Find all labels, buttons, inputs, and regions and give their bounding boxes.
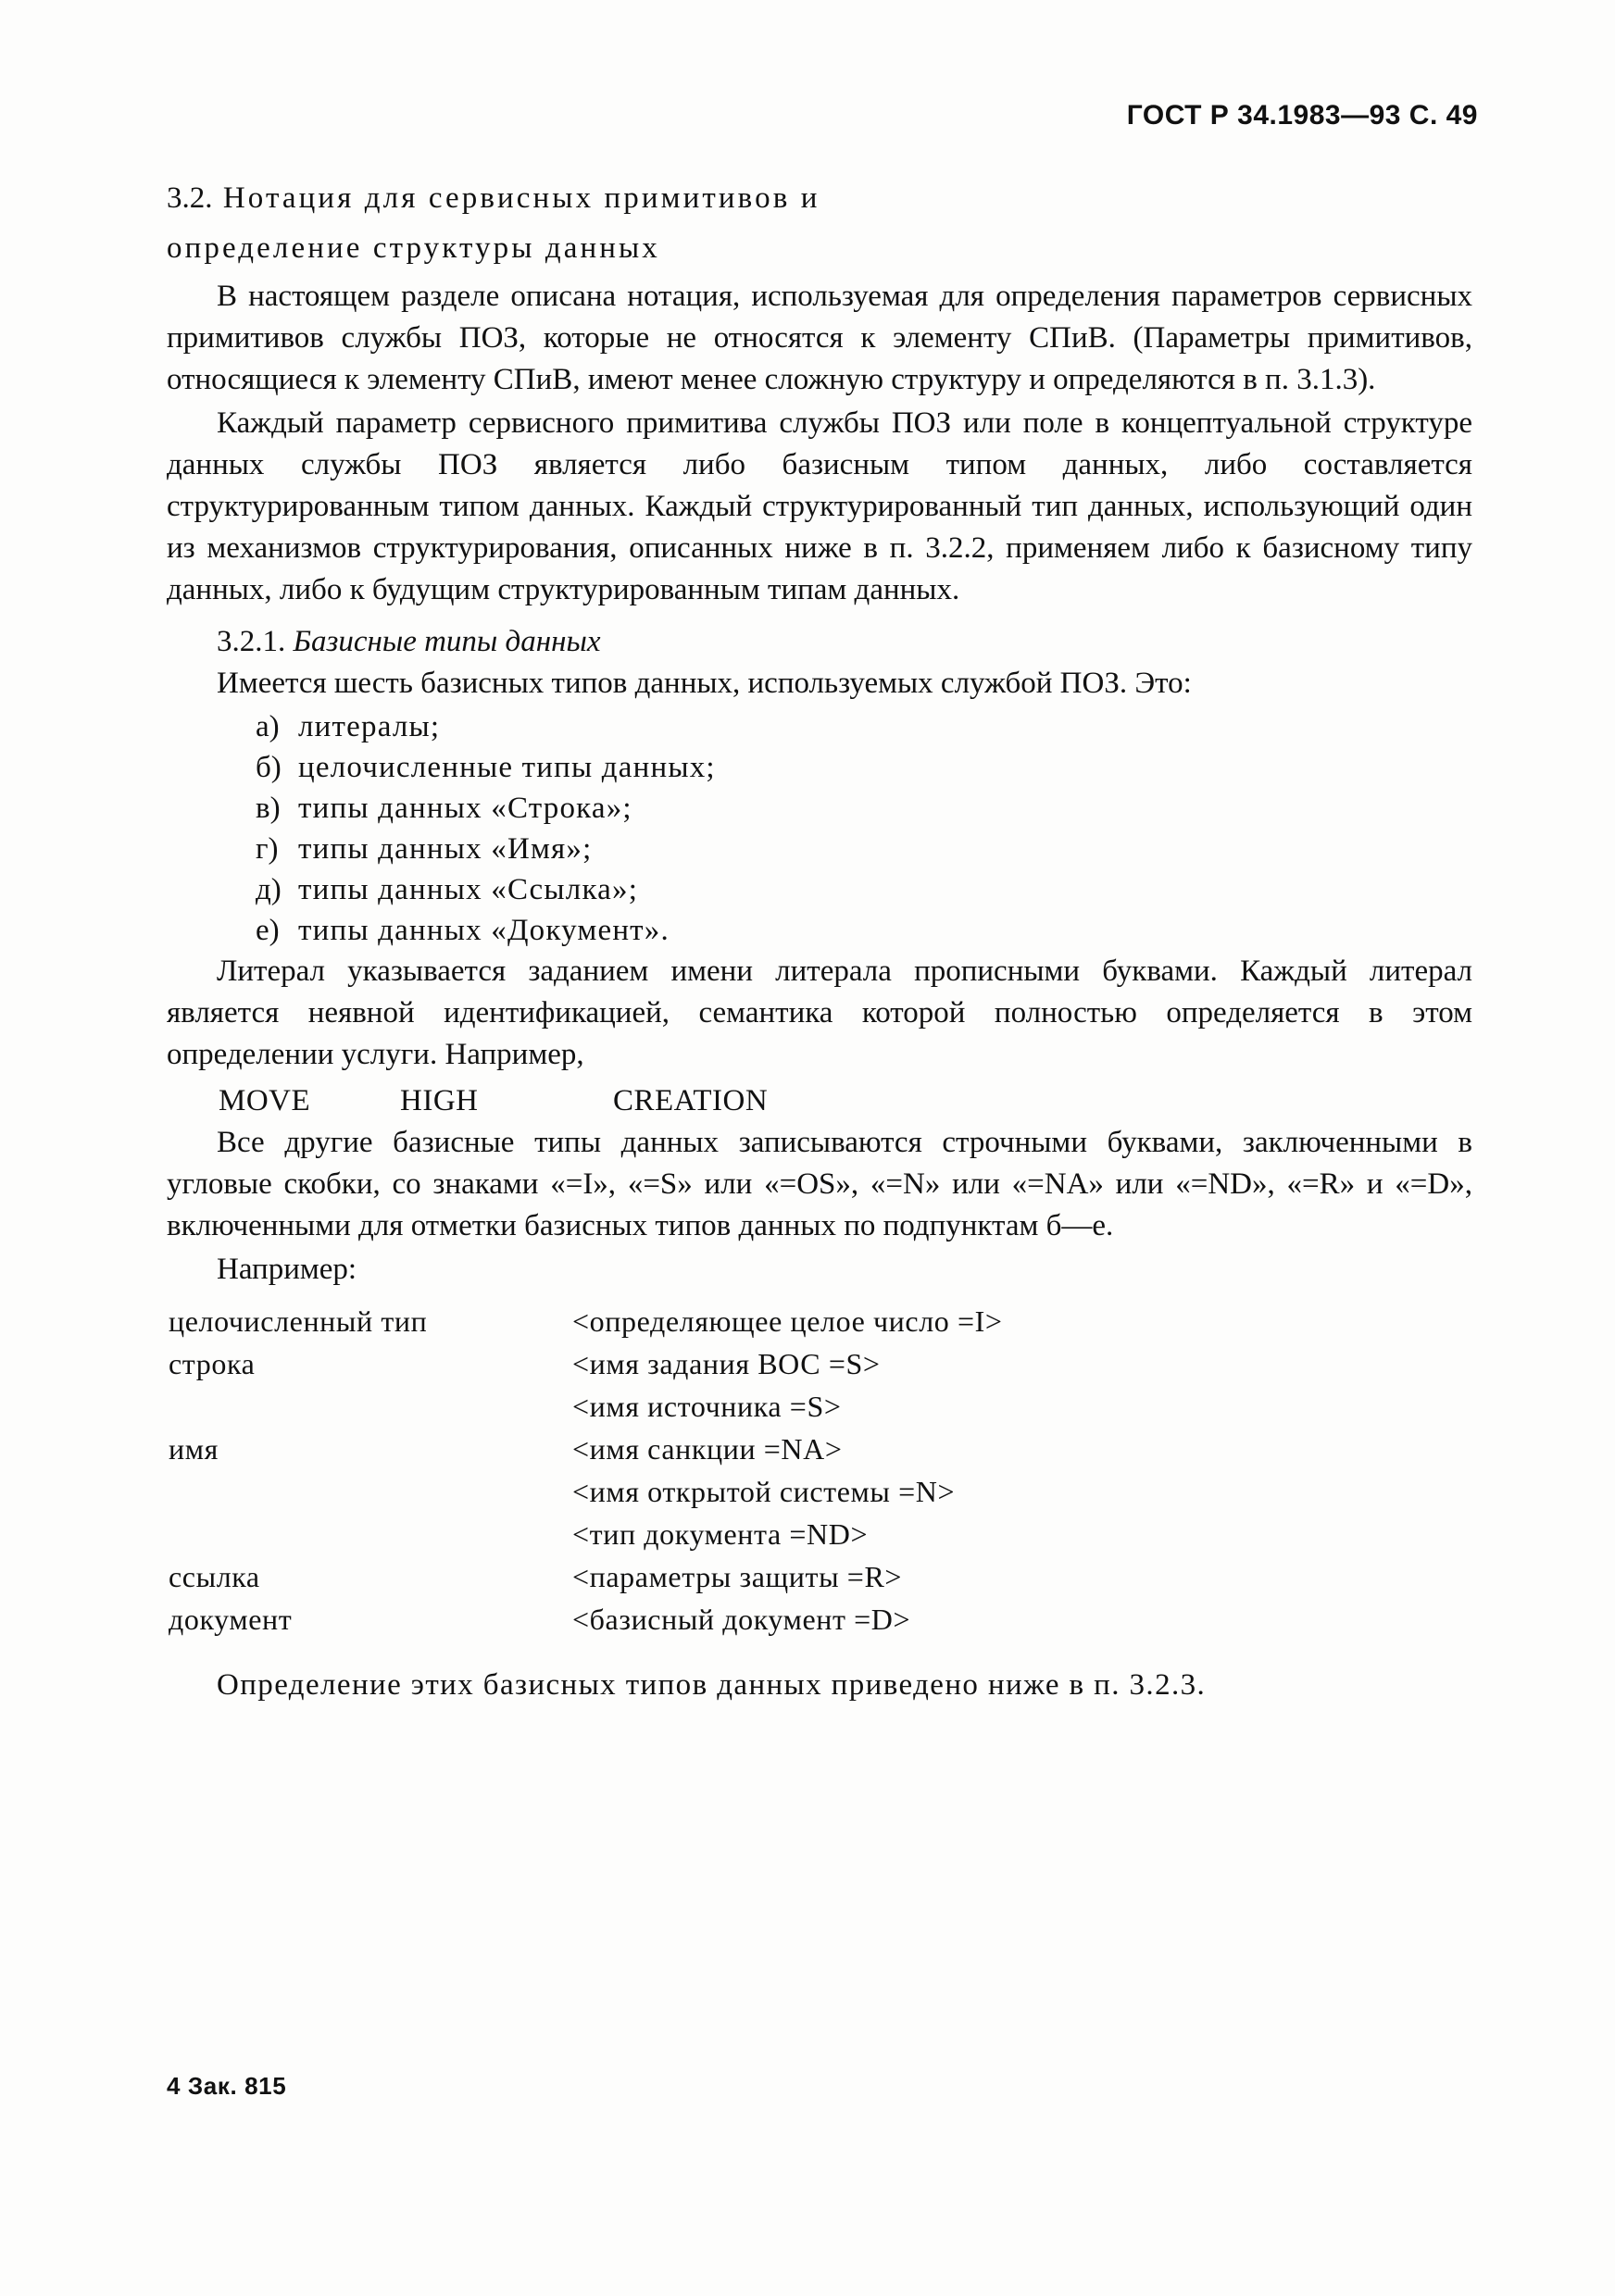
page-footer-signature: 4 Зак. 815 <box>167 2072 287 2100</box>
page-header-standard-ref: ГОСТ Р 34.1983—93 С. 49 <box>1126 100 1478 131</box>
subsection-heading <box>167 620 1472 663</box>
subsection-title: Базисные типы данных <box>293 625 601 658</box>
list-item-label: типы данных «Имя»; <box>298 832 593 866</box>
document-body <box>167 176 1472 1708</box>
literal-example-high: HIGH <box>400 1084 479 1117</box>
literal-example-creation: CREATION <box>613 1084 769 1117</box>
list-item <box>167 910 1472 951</box>
table-row <box>167 1513 1472 1555</box>
example-type-name: целочисленный тип <box>169 1304 428 1338</box>
section-paragraph-1: В настоящем разделе описана нотация, используемая для определения параметров сервисных примитивов службы ПОЗ, которые не относятся к элементу СПиВ. (Параметры примитивов, относящиеся к элементу СПиВ, имеют менее сложную структуру и определяются в п. 3.1.3). <box>167 280 1472 396</box>
table-row <box>167 1342 1472 1385</box>
list-item-label: типы данных «Строка»; <box>298 792 632 825</box>
list-item <box>167 788 1472 829</box>
example-notation: <имя санкции =NA> <box>572 1432 843 1466</box>
example-notation: <имя источника =S> <box>572 1390 842 1423</box>
subsection-intro: Имеется шесть базисных типов данных, используемых службой ПОЗ. Это: <box>217 667 1192 700</box>
table-row <box>167 1470 1472 1513</box>
example-type-name <box>167 1513 567 1555</box>
list-item-marker: д) <box>256 873 282 906</box>
table-row <box>167 1300 1472 1342</box>
section-heading <box>167 176 1472 220</box>
section-paragraph-2: Каждый параметр сервисного примитива службы ПОЗ или поле в концептуальной структуре данных службы ПОЗ является либо базисным типом данных, либо составляется структурированным типом данных. Каждый структурированный тип данных, использующий один из механизмов структурирования, описанных ниже в п. 3.2.2, применяем либо к базисному типу данных, либо к будущим структурированным типам данных. <box>167 406 1472 606</box>
list-item-label: литералы; <box>298 710 441 743</box>
example-type-name: строка <box>169 1347 256 1380</box>
example-type-name: ссылка <box>169 1560 260 1593</box>
example-notation: <имя задания ВОС =S> <box>572 1347 881 1380</box>
basic-type-examples-table <box>167 1300 1472 1641</box>
list-item <box>167 869 1472 910</box>
example-notation: <имя открытой системы =N> <box>572 1475 956 1508</box>
list-item <box>167 706 1472 747</box>
literal-example-move: MOVE <box>219 1084 311 1117</box>
list-item-label: типы данных «Документ». <box>298 914 670 947</box>
literal-examples-row <box>167 1079 1472 1122</box>
example-type-name: имя <box>169 1432 219 1466</box>
subsection-closing: Определение этих базисных типов данных приведено ниже в п. 3.2.3. <box>217 1668 1207 1702</box>
section-number: 3.2. <box>167 181 213 215</box>
list-item-marker: г) <box>256 832 279 866</box>
example-type-name: документ <box>169 1603 293 1636</box>
table-row <box>167 1598 1472 1641</box>
list-item-marker: е) <box>256 914 280 947</box>
table-row <box>167 1385 1472 1428</box>
list-item-marker: в) <box>256 792 281 825</box>
list-item <box>167 829 1472 869</box>
example-notation: <определяющее целое число =I> <box>572 1304 1003 1338</box>
list-item-label: типы данных «Ссылка»; <box>298 873 639 906</box>
example-notation: <базисный документ =D> <box>572 1603 911 1636</box>
example-notation: <параметры защиты =R> <box>572 1560 903 1593</box>
list-item-marker: а) <box>256 710 280 743</box>
table-row <box>167 1428 1472 1470</box>
section-title-line2-wrap <box>167 226 1472 270</box>
example-label: Например: <box>217 1253 357 1286</box>
other-types-paragraph: Все другие базисные типы данных записываются строчными буквами, заключенными в угловые скобки, со знаками «=I», «=S» или «=OS», «=N» или «=NA» или «=ND», «=R» и «=D», включенными для отметки базисных типов данных по подпунктам б—е. <box>167 1126 1472 1242</box>
example-type-name <box>167 1470 567 1513</box>
section-title-line2: определение структуры данных <box>167 231 660 265</box>
literal-paragraph: Литерал указывается заданием имени литерала прописными буквами. Каждый литерал является неявной идентификацией, семантика которой полностью определяется в этом определении услуги. Например, <box>167 955 1472 1071</box>
list-item <box>167 747 1472 788</box>
basic-types-list <box>167 706 1472 951</box>
subsection-number: 3.2.1. <box>217 625 286 658</box>
example-notation: <тип документа =ND> <box>572 1517 869 1551</box>
table-row <box>167 1555 1472 1598</box>
section-title-line1: Нотация для сервисных примитивов и <box>222 181 820 215</box>
list-item-label: целочисленные типы данных; <box>298 751 716 784</box>
example-type-name <box>167 1385 567 1428</box>
list-item-marker: б) <box>256 751 282 784</box>
